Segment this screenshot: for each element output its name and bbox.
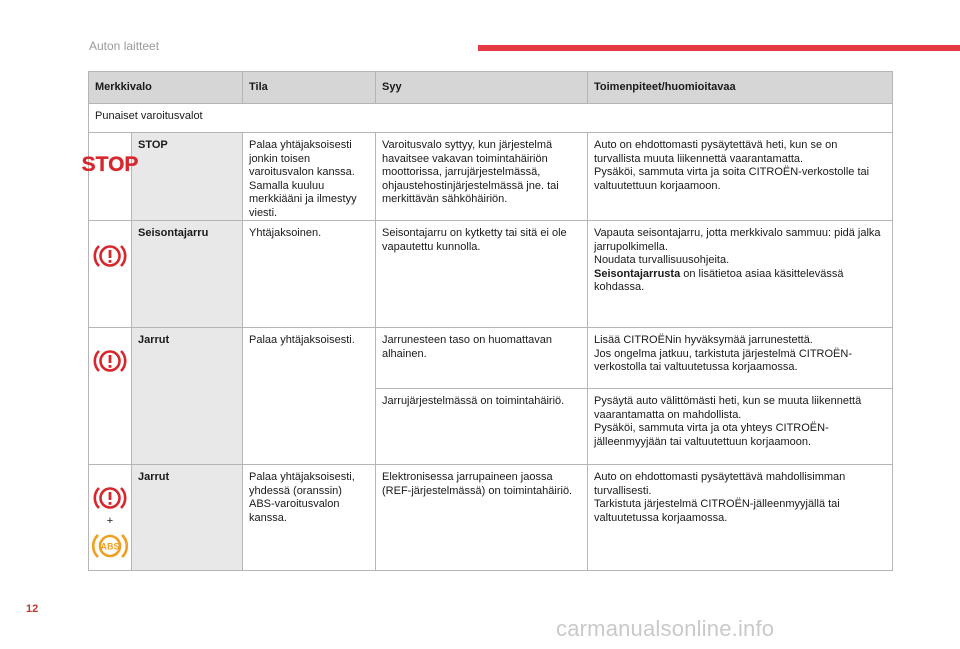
table-row xyxy=(89,465,893,571)
section-row xyxy=(89,104,893,133)
action-cell xyxy=(588,221,893,328)
action-text: Vapauta seisontajarru, jotta merkkivalo sammuu: pidä jalka jarrupolkimella. Noudata turvallisuusohjeita. xyxy=(594,227,881,266)
abs-icon-text: ABS xyxy=(100,541,120,551)
warning-label: Jarrut xyxy=(132,328,243,465)
table-header-row xyxy=(89,72,893,104)
action-text-rest: on lisätietoa asiaa käsittelevässä kohdassa. xyxy=(594,267,844,293)
column-header: Merkkivalo xyxy=(89,72,243,104)
action-cell: Lisää CITROËNin hyväksymää jarrunestettä. Jos ongelma jatkuu, tarkistuta järjestelmä CITROËN-verkostolla tai valtuutetussa korjaamossa. xyxy=(588,328,893,389)
section-title: Punaiset varoitusvalot xyxy=(89,104,893,133)
state-cell: Palaa yhtäjaksoisesti. xyxy=(243,328,376,465)
cause-cell: Varoitusvalo syttyy, kun järjestelmä havaitsee vakavan toimintahäiriön moottorissa, jarrujärjestelmässä, ohjaustehostinjärjestelmässä jne. tai merkittävän sähköhäiriön. xyxy=(376,133,588,221)
page-header-title: Auton laitteet xyxy=(89,39,160,53)
icon-cell xyxy=(89,328,132,465)
plus-sign: + xyxy=(106,515,114,527)
brake-warning-icon xyxy=(93,346,127,376)
table-row xyxy=(89,221,893,328)
column-header: Tila xyxy=(243,72,376,104)
cause-cell: Elektronisessa jarrupaineen jaossa (REF-järjestelmässä) on toimintahäiriö. xyxy=(376,465,588,571)
action-cell: Auto on ehdottomasti pysäytettävä heti, kun se on turvallista muuta liikennettä vaarantamatta. Pysäköi, sammuta virta ja soita CITROËN-verkostolle tai valtuutettuun korjaamoon. xyxy=(588,133,893,221)
warning-lights-table xyxy=(81,71,893,571)
cause-cell: Jarrunesteen taso on huomattavan alhainen. xyxy=(376,328,588,389)
stop-icon-text: STOP xyxy=(81,153,139,176)
action-cell: Pysäytä auto välittömästi heti, kun se muuta liikennettä vaarantamatta on mahdollista. Pysäköi, sammuta virta ja ota yhteys CITROËN-jälleenmyyjään tai valtuutettuun korjaamoon. xyxy=(588,389,893,465)
icon-cell xyxy=(89,465,132,571)
action-bold-text: Seisontajarrusta xyxy=(594,267,681,280)
icon-cell xyxy=(89,221,132,328)
action-cell: Auto on ehdottomasti pysäytettävä mahdollisimman turvallisesti. Tarkistuta järjestelmä CITROËN-jälleenmyyjällä tai valtuutetussa korjaamossa. xyxy=(588,465,893,571)
column-header: Toimenpiteet/huomioitavaa xyxy=(588,72,893,104)
brake-warning-icon xyxy=(93,483,127,513)
warning-label: STOP xyxy=(132,133,243,221)
state-cell: Palaa yhtäjaksoisesti jonkin toisen varoitusvalon kanssa. Samalla kuuluu merkkiääni ja ilmestyy viesti. xyxy=(243,133,376,221)
icon-cell xyxy=(81,133,139,221)
cause-cell: Seisontajarru on kytketty tai sitä ei ole vapautettu kunnolla. xyxy=(376,221,588,328)
table-row xyxy=(89,133,893,221)
cause-cell: Jarrujärjestelmässä on toimintahäiriö. xyxy=(376,389,588,465)
stop-warning-icon xyxy=(81,151,139,176)
header-accent-bar xyxy=(478,45,960,51)
warning-label: Jarrut xyxy=(132,465,243,571)
column-header: Syy xyxy=(376,72,588,104)
brake-warning-icon xyxy=(93,241,127,271)
abs-warning-icon xyxy=(92,531,128,561)
page-number: 12 xyxy=(26,603,39,615)
state-cell: Palaa yhtäjaksoisesti, yhdessä (oranssin) ABS-varoitusvalon kanssa. xyxy=(243,465,376,571)
state-cell: Yhtäjaksoinen. xyxy=(243,221,376,328)
watermark: carmanualsonline.info xyxy=(556,616,775,641)
warning-label: Seisontajarru xyxy=(132,221,243,328)
table-row xyxy=(89,328,893,389)
